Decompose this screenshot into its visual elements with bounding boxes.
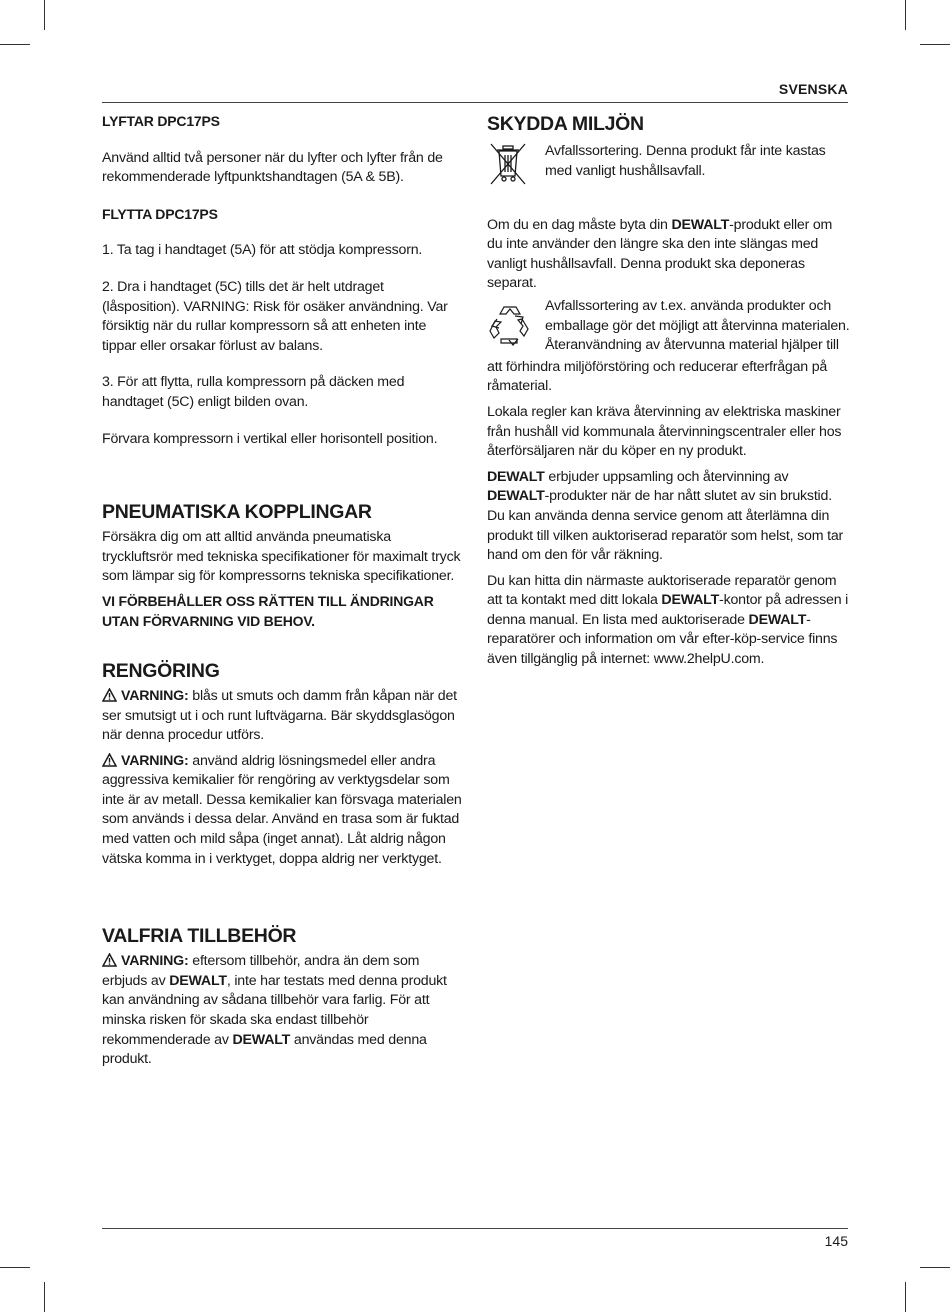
pneumatic-notice: VI FÖRBEHÅLLER OSS RÄTTEN TILL ÄNDRINGAR UTAN FÖRVARNING VID BEHOV.: [102, 592, 434, 629]
find-repairer: [487, 572, 851, 670]
crop-mark: [0, 1267, 30, 1268]
move-step-1: 1. Ta tag i handtaget (5A) för att stödja kompressorn.: [102, 242, 423, 259]
brand-name: DEWALT: [487, 488, 545, 505]
crop-mark: [0, 44, 30, 45]
move-title: FLYTTA DPC17PS: [102, 205, 218, 222]
accessories-text-3: användas med denna produkt.: [102, 1031, 427, 1068]
replace-text-2: -produkt eller om du inte använder den längre ska den inte slängas med vanligt hushållsavfall. Denna produkt ska deponeras separat.: [487, 216, 833, 292]
recycle-text: Avfallssortering av t.ex. använda produkter och emballage gör det möjligt att återvinna materialen. Återanvändning av återvunna material hjälper till: [545, 297, 850, 354]
offer-text-1: erbjuder uppsamling och återvinning av: [548, 468, 789, 485]
cleaning-warning-2-text: använd aldrig lösningsmedel eller andra aggressiva kemikalier för rengöring av verktygsdelar som inte är av metall. Dessa kemikalier kan försvaga materialen som används i dessa delar. Använd en trasa som är fuktad med vatten och mild såpa (inget annat). Låt aldrig någon vätska komma in i verktyget, doppa aldrig ner verktyget.: [102, 752, 462, 867]
brand-name: DEWALT: [661, 592, 720, 609]
accessories-heading: VALFRIA TILLBEHÖR: [102, 925, 297, 948]
collection-offer: [487, 468, 851, 566]
left-column: [102, 112, 464, 1079]
recycle-continued: att förhindra miljöförstöring och reducerar efterfrågan på råmaterial.: [487, 358, 828, 395]
crop-mark: [44, 1282, 45, 1312]
warning-label: VARNING:: [121, 953, 189, 970]
warning-icon: [102, 953, 117, 967]
warning-label: VARNING:: [121, 752, 189, 769]
cleaning-warning-1-text: blås ut smuts och damm från kåpan när det ser smutsigt ut i och runt luftvägarna. Bär skyddsglasögon när denna procedur utförs.: [102, 687, 457, 744]
find-text-1: Du kan hitta din närmaste auktoriserade reparatör genom att ta kontakt med ditt lokala: [487, 572, 837, 609]
crop-mark: [44, 0, 45, 30]
pneumatic-text: Försäkra dig om att alltid använda pneumatiska tryckluftsrör med tekniska specifikationer för maximalt tryck som lämpar sig för kompressorns tekniska specifikationer.: [102, 529, 461, 585]
lift-text: Använd alltid två personer när du lyfter och lyfter från de rekommenderade lyftpunktshandtagen (5A & 5B).: [102, 149, 443, 186]
find-text-2: -kontor på adressen i denna manual. En lista med auktoriserade: [487, 592, 849, 628]
pneumatic-heading: PNEUMATISKA KOPPLINGAR: [102, 501, 372, 524]
crop-mark: [920, 44, 950, 45]
crossed-bin-icon: [487, 142, 545, 195]
find-text-3: -reparatörer och information om vår efter-köp-service finns även tillgänglig på internet: www.2helpU.com.: [487, 611, 838, 668]
language-label: SVENSKA: [778, 81, 848, 97]
page-number: 145: [824, 1233, 848, 1249]
page-footer: [102, 1228, 848, 1249]
cleaning-heading: RENGÖRING: [102, 659, 220, 682]
accessories-text-2: , inte har testats med denna produkt kan användning av sådana tillbehör vara farlig. För att minska risken för skada ska endast tillbehör rekommenderade av: [102, 972, 447, 1048]
warning-icon: [102, 688, 117, 702]
replace-text-1: Om du en dag måste byta din: [487, 216, 668, 233]
crop-mark: [905, 0, 906, 30]
recycle-row: [487, 297, 851, 356]
lift-title: LYFTAR DPC17PS: [102, 113, 220, 129]
right-column: [487, 112, 851, 679]
page-header: [102, 80, 848, 103]
brand-name: DEWALT: [232, 1031, 291, 1048]
move-step-2: 2. Dra i handtaget (5C) tills det är helt utdraget (låsposition). VARNING: Risk för osäker användning. Var försiktig när du rullar kompressorn så att enheten inte tippar eller orsakar förlust av balans.: [102, 278, 448, 354]
cleaning-warning-2: [102, 752, 464, 870]
brand-name: DEWALT: [748, 611, 807, 628]
warning-icon: [102, 753, 117, 767]
brand-name: DEWALT: [671, 216, 730, 233]
warning-label: VARNING:: [121, 687, 189, 704]
accessories-warning: [102, 952, 464, 1070]
accessories-text-1: eftersom tillbehör, andra än dem som erbjuds av: [102, 953, 420, 989]
move-step-3: 3. För att flytta, rulla kompressorn på däcken med handtaget (5C) enligt bilden ovan.: [102, 374, 405, 410]
environment-heading: SKYDDA MILJÖN: [487, 113, 644, 135]
store-text: Förvara kompressorn i vertikal eller horisontell position.: [102, 430, 438, 447]
waste-text: Avfallssortering. Denna produkt får inte kastas med vanligt hushållsavfall.: [545, 143, 826, 179]
replace-text: [487, 216, 851, 294]
offer-text-2: -produkter när de har nått slutet av sin brukstid. Du kan använda denna service genom att återlämna din produkt till vilken auktoriserad reparatör som helst, som tar hand om den för vår räkning.: [487, 488, 844, 564]
waste-row: [487, 142, 851, 195]
crop-mark: [905, 1282, 906, 1312]
brand-name: DEWALT: [487, 468, 545, 485]
recycle-icon: [487, 297, 545, 354]
local-rules-text: Lokala regler kan kräva återvinning av elektriska maskiner från hushåll vid kommunala återvinningscentraler eller hos återförsäljaren när du köper en ny produkt.: [487, 403, 842, 460]
cleaning-warning-1: [102, 687, 464, 746]
brand-name: DEWALT: [169, 972, 227, 989]
crop-mark: [920, 1267, 950, 1268]
